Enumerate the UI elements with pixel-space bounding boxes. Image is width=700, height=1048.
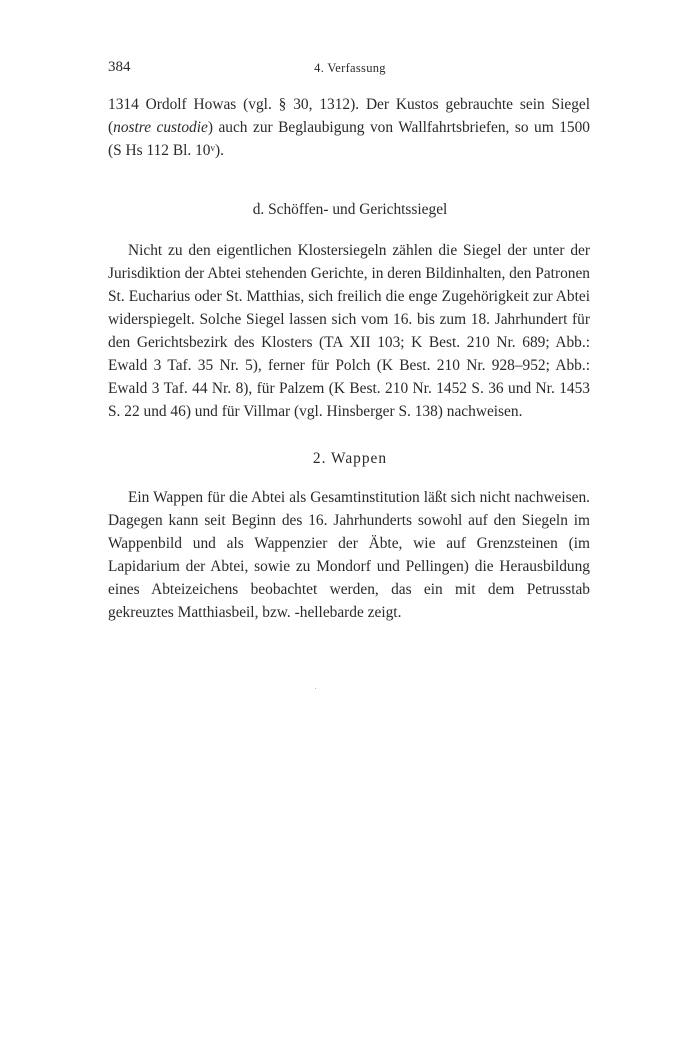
intro-text-start: 1314 Ordolf Howas (vgl. § 30, 1312). Der Kustos gebrauchte sein Siegel ( (108, 96, 590, 136)
intro-text-end: ) auch zur Beglaubigung von Wallfahrtsbriefen, so um 1500 (S Hs 112 Bl. 10ᵛ). (108, 119, 590, 159)
section-heading-wappen: 2. Wappen (312, 450, 388, 467)
latin-phrase: nostre custodie (113, 119, 208, 136)
section-d-paragraph: Nicht zu den eigentlichen Klostersiegeln zählen die Siegel der unter der Jurisdiktion der Abtei stehenden Gerichte, in deren Bildinhalten, den Patronen St. Eucharius oder St. Matthias, sich freilich die enge Zugehörigkeit zur Abtei widerspiegelt. Solche Siegel lassen sich vom 16. bis zum 18. Jahrhundert für den Gerichtsbezirk des Klosters (TA XII 103; K Best. 210 Nr. 689; Abb.: Ewald 3 Taf. 35 Nr. 5), ferner für Polch (K Best. 210 Nr. 928–952; Abb.: Ewald 3 Taf. 44 Nr. 8), für Palzem (K Best. 210 Nr. 1452 S. 36 und Nr. 1453 S. 22 und 46) und für Villmar (vgl. Hinsberger S. 138) nachweisen. (108, 242, 590, 420)
intro-paragraph (108, 93, 590, 162)
running-head: 4. Verfassung (314, 61, 386, 75)
wappen-paragraph: Ein Wappen für die Abtei als Gesamtinstitution läßt sich nicht nachweisen. Dagegen kann seit Beginn des 16. Jahrhunderts sowohl auf den Siegeln im Wappenbild und als Wappenzier der Äbte, wie auf Grenzsteinen (im Lapidarium der Abtei, sowie zu Mondorf und Pellingen) die Herausbildung eines Abteizeichens beobachtet werden, das ein mit dem Petrusstab gekreuztes Matthiasbeil, bzw. -hellebarde zeigt. (108, 489, 590, 621)
section-heading-schoeffen-gerichtssiegel: d. Schöffen- und Gerichtssiegel (252, 201, 448, 218)
scan-speck (315, 688, 316, 689)
page-number: 384 (108, 59, 131, 75)
